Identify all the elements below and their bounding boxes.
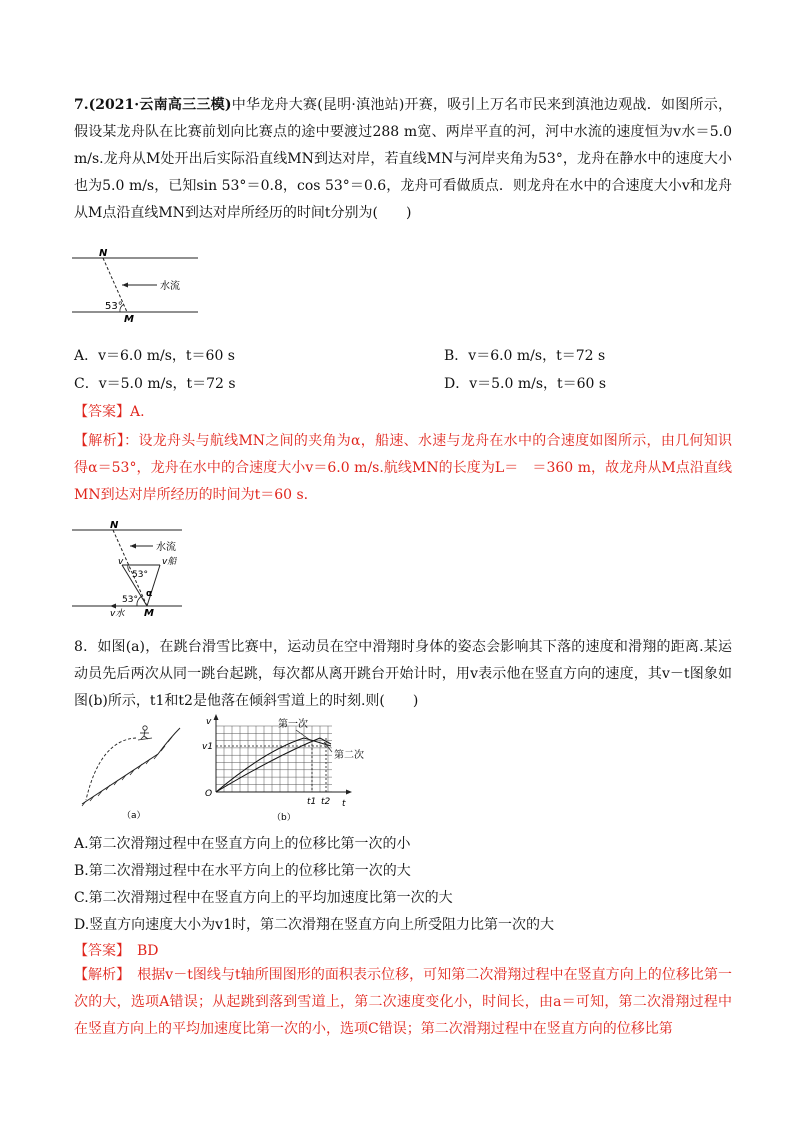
q8-option-c: C.第二次滑翔过程中在竖直方向上的平均加速度比第一次的大 <box>74 890 453 906</box>
q7-analysis-text: ：设龙舟头与航线MN之间的夹角为α，船速、水速与龙舟在水中的合速度如图所示，由几何知识得α＝53°，龙舟在水中的合速度大小v＝6.0 m/s.航线MN的长度为L＝ ＝360 m，故龙舟从M点沿直线MN到达对岸所经历的时间为t＝60 s. <box>74 433 732 503</box>
q7-fig-label-angle: 53° <box>105 301 123 312</box>
q7-fig-label-n: N <box>99 248 108 259</box>
q7-analysis-label: 【解析】 <box>74 433 125 449</box>
q7-option-d: D．v＝5.0 m/s，t＝60 s <box>444 376 607 392</box>
q8-option-a: A.第二次滑翔过程中在竖直方向上的位移比第一次的小 <box>74 836 411 852</box>
q7-fig2-label-m: M <box>144 608 154 618</box>
vt-label-t2: t2 <box>321 797 331 807</box>
vt-label-v: v <box>206 717 212 727</box>
vt-label-t1: t1 <box>307 797 317 807</box>
q7-stem-text: 中华龙舟大赛(昆明·滇池站)开赛，吸引上万名市民来到滇池边观战．如图所示，假设某龙舟队在比赛前划向比赛点的途中要渡过288 m宽、两岸平直的河，河中水流的速度恒为v水＝5.0 m/s.龙舟从M处开出后实际沿直线MN到达对岸，若直线MN与河岸夹角为53°，龙舟在静水中的速度大小也为5.0 m/s，已知sin 53°＝0.8，cos 53°＝0.6，龙舟可看做质点．则龙舟在水中的合速度大小v和龙舟从M点沿直线MN到达对岸所经历的时间t分别为( ) <box>74 97 733 221</box>
q7-velocity-figure <box>70 520 185 618</box>
q8-stem: 8．如图(a)，在跳台滑雪比赛中，运动员在空中滑翔时身体的姿态会影响其下落的速度和滑翔的距离.某运动员先后两次从同一跳台起跳，每次都从离开跳台开始计时，用v表示他在竖直方向的速度，其v－t图象如图(b)所示，t1和t2是他落在倾斜雪道上的时刻.则( ) <box>74 639 732 709</box>
q8-vt-graph <box>196 712 376 826</box>
q7-stem <box>74 92 732 227</box>
q8-answer: 【答案】 BD <box>74 943 159 959</box>
vt-label-second: 第二次 <box>334 750 364 761</box>
q7-fig2-label-v-ship: v船 <box>162 557 177 567</box>
q8-analysis-text: 根据v－t图线与t轴所围图形的面积表示位移，可知第二次滑翔过程中在竖直方向上的位移比第一次的大，选项A错误；从起跳到落到雪道上，第二次速度变化小，时间长，由a＝可知，第二次滑翔过程中在竖直方向上的平均加速度比第一次的小，选项C错误；第二次滑翔过程中在竖直方向的位移比第 <box>74 967 732 1037</box>
q7-fig2-label-flow: 水流 <box>156 542 176 553</box>
q7-fig2-label-n: N <box>110 520 119 531</box>
q8-option-b: B.第二次滑翔过程中在水平方向上的位移比第一次的大 <box>74 863 411 879</box>
q8-option-d: D.竖直方向速度大小为v1时，第二次滑翔在竖直方向上所受阻力比第一次的大 <box>74 917 554 933</box>
q7-river-figure <box>70 248 200 322</box>
q8-fig-caption-a: （a） <box>122 811 146 821</box>
q7-fig2-label-v-water: v水 <box>110 609 125 618</box>
q7-fig2-label-alpha: α <box>146 589 153 599</box>
q7-fig-label-flow: 水流 <box>160 281 180 292</box>
q7-option-a: A．v＝6.0 m/s，t＝60 s <box>74 348 235 364</box>
q7-fig-label-m: M <box>124 314 134 322</box>
q7-answer: 【答案】A. <box>74 404 145 420</box>
q7-analysis <box>74 428 732 509</box>
vt-label-t: t <box>342 799 346 809</box>
q8-analysis-label: 【解析】 <box>74 967 124 983</box>
vt-label-first: 第一次 <box>278 719 308 730</box>
q8-fig-caption-b: （b） <box>272 813 296 823</box>
vt-label-v1: v1 <box>202 742 214 752</box>
q7-fig2-label-v: v <box>118 557 124 567</box>
q8-ski-slope-figure <box>70 718 190 826</box>
vt-label-o: O <box>205 789 213 799</box>
q7-option-c: C．v＝5.0 m/s，t＝72 s <box>74 376 236 392</box>
q7-source: 7.(2021·云南高三三模) <box>74 97 232 113</box>
q7-fig2-label-angle-bottom: 53° <box>122 595 138 605</box>
q7-fig2-label-angle-top: 53° <box>132 570 148 580</box>
q7-option-b: B．v＝6.0 m/s，t＝72 s <box>444 348 606 364</box>
q8-analysis <box>74 962 732 1043</box>
